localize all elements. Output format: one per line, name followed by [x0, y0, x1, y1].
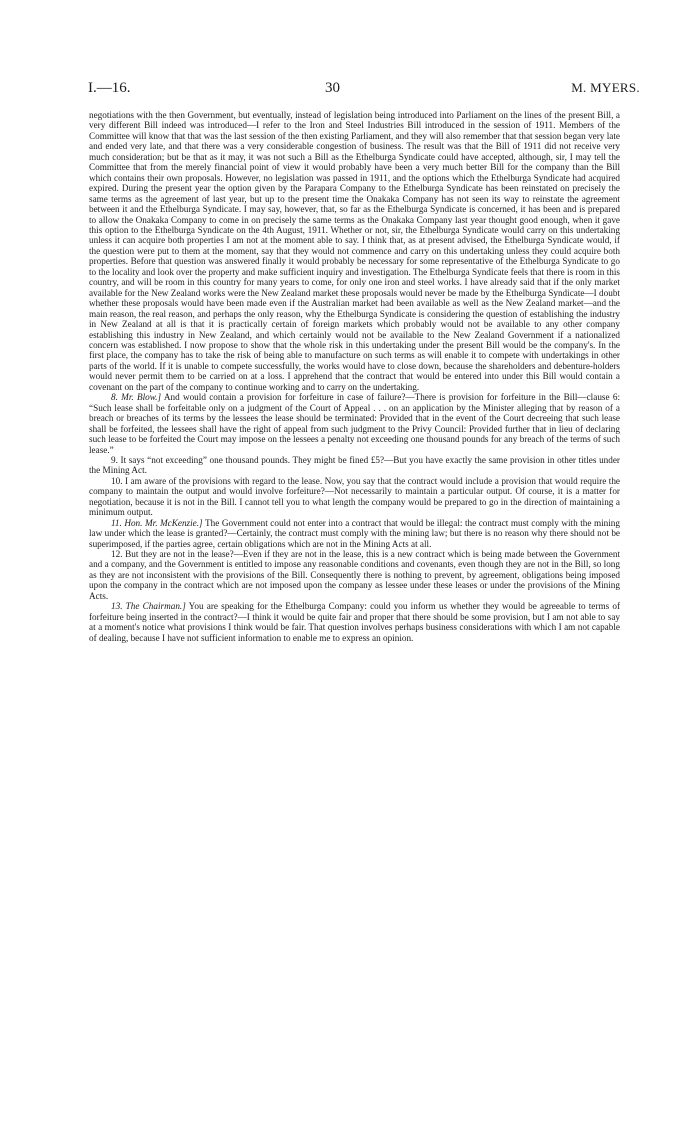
paragraph: [89, 392, 620, 455]
paragraph-text: It says “not exceeding” one thousand pounds. They might be fined £5?—But you have exactly the same provision in other titles under the Mining Act.: [89, 454, 620, 476]
paragraph: [89, 518, 620, 549]
paragraph: [89, 476, 620, 518]
paragraph-text: But they are not in the lease?—Even if they are not in the lease, this is a new contract which is being made between the Government and a company, and the Government is entitled to impose any reasonable conditions and covenants, even though they are not in the Bill, so long as they are not inconsistent with the provisions of the Bill. Consequently there is nothing to prevent, by agreement, obligations being imposed upon the company in the contract which are not imposed upon the company as lessee under these leases or under the provisions of the Mining Acts.: [89, 549, 620, 601]
paragraph: [89, 110, 620, 392]
paragraph-text: negotiations with the then Government, but eventually, instead of legislation being introduced into Parliament on the lines of the present Bill, a very different Bill indeed was introduced—I refer to the Iron and Steel Industries Bill introduced in the session of 1911. Members of the Committee will know that that was the last session of the then existing Parliament, and they will also remember that that session began very late and ended very late, and that there was a very considerable congestion of business. The result was that the Bill of 1911 did not receive very much consideration; but be that as it may, it was not such a Bill as the Ethelburga Syndicate could have accepted, although, sir, I may tell the Committee that from the merely financial point of view it would probably have been a very much better Bill for the company than the Bill which contains their own proposals. However, no legislation was passed in 1911, and the options which the Ethelburga Syndicate had acquired expired. During the present year the option given by the Parapara Company to the Ethelburga Syndicate has been reinstated on precisely the same terms as the agreement of last year, but up to the present time the Onakaka Company has not seen its way to reinstate the agreement between it and the Ethelburga Syndicate. I may say, however, that, so far as the Ethelburga Syndicate is concerned, it has been and is prepared to allow the Onakaka Company to come in on precisely the same terms as the Onakaka Company last year thought good enough, when it gave this option to the Ethelburga Syndicate on the 4th August, 1911. Whether or not, sir, the Ethelburga Syndicate would carry on this undertaking unless it can acquire both properties I am not at the moment able to say. I think that, as at present advised, the Ethelburga Syndicate would, if the question were put to them at the moment, say that they would not commence and carry on this undertaking unless they could acquire both properties. Before that question was answered finally it would probably be necessary for some representative of the Ethelburga Syndicate to go to the locality and look over the property and make sufficient inquiry and investigation. The Ethelburga Syndicate feels that there is room in this country, and will be room in this country for many years to come, for only one iron and steel works. I have already said that if the only market available for the New Zealand works were the New Zealand market these proposals would never be made by the Ethelburga Syndicate—I doubt whether these proposals would have been made even if the Australian market had been available as well as the New Zealand market—and the main reason, the real reason, and perhaps the only reason, why the Ethelburga Syndicate is considering the question of establishing the industry in New Zealand at all is that it is practically certain of foreign markets which probably would not be available to any other company establishing this industry in New Zealand, and which certainly would not be available to the New Zealand Government if a nationalized concern was established. I now propose to show that the whole risk in this undertaking under the present Bill would be the company's. In the first place, the company has to take the risk of being able to manufacture on such terms as will enable it to compete with undertakings in other parts of the world. If it is unable to compete successfully, the works would have to close down, because the shareholders and debenture-holders would never permit them to be carried on at a loss. I apprehend that the contract that would be entered into under this Bill would contain a covenant on the part of the company to continue working and to carry on the undertaking.: [89, 110, 620, 392]
speaker-label: 9.: [111, 454, 118, 465]
speaker-label: 8. Mr. Blow.]: [111, 392, 162, 403]
document-reference: I.—16.: [88, 80, 131, 96]
paragraph: [89, 549, 620, 601]
page-header: [88, 80, 640, 100]
paragraph: [89, 601, 620, 643]
speaker-label: 11. Hon. Mr. McKenzie.]: [111, 517, 203, 528]
speaker-label: 13. The Chairman.]: [111, 601, 186, 612]
paragraph-text: And would contain a provision for forfeiture in case of failure?—There is provision for forfeiture in the Bill—clause 6: “Such lease shall be forfeitable only on a judgment of the Court of Appeal . . . on an application by the Minister alleging that by reason of a breach or breaches of its terms by the lessees the lease should be terminated: Provided that in the event of the Court decreeing that such lease shall be forfeited, the lessees shall have the right of appeal from such judgment to the Privy Council: Provided further that in lieu of declaring such lease to be forfeited the Court may impose on the lessees a penalty not exceeding one thousand pounds for any breach of the terms of such lease.”: [89, 392, 620, 455]
page-number: 30: [325, 80, 340, 96]
witness-name: M. MYERS.: [571, 80, 640, 95]
paragraph-text: The Government could not enter into a contract that would be illegal: the contract must comply with the mining law under which the lease is granted?—Certainly, the contract must comply with the mining law; but there is no reason why there should not be superimposed, if the parties agree, certain obligations which are not in the Mining Acts at all.: [89, 517, 620, 549]
speaker-label: 12.: [111, 549, 123, 560]
paragraph: [89, 455, 620, 476]
paragraph-text: You are speaking for the Ethelburga Company: could you inform us whether they would be agreeable to terms of forfeiture being inserted in the contract?—I think it would be quite fair and proper that there should be some provision, but I am not able to say at a moment's notice what provisions I think would be fair. That question involves perhaps business considerations with which I am not capable of dealing, because I have not sufficient information to enable me to express an opinion.: [89, 601, 621, 643]
page-body: [89, 110, 620, 643]
speaker-label: 10.: [111, 475, 123, 486]
paragraph-text: I am aware of the provisions with regard to the lease. Now, you say that the contract would include a provision that would require the company to maintain the output and would involve forfeiture?—Not necessarily to maintain a particular output. Of course, it is a matter for negotiation, because it is not in the Bill. I cannot tell you to what length the company would be prepared to go in the direction of maintaining a minimum output.: [89, 475, 620, 518]
